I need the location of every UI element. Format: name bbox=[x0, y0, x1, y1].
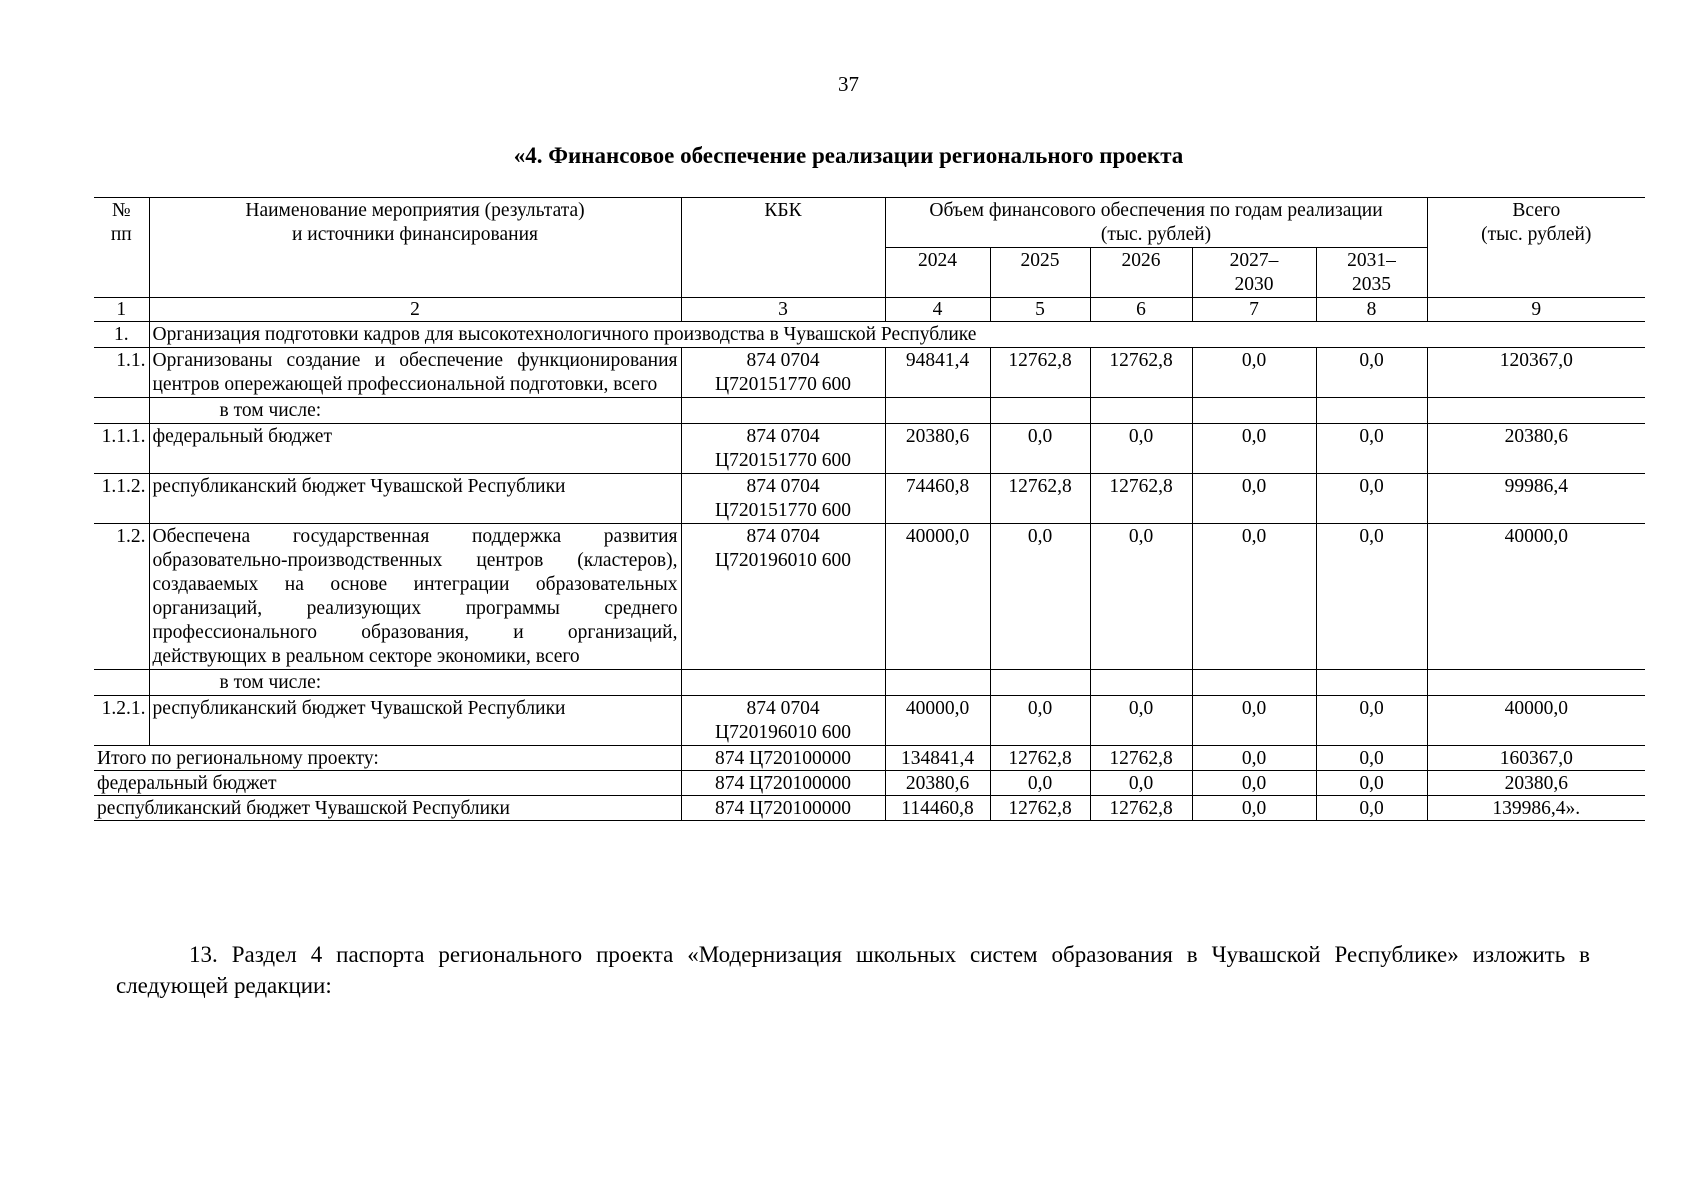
row-total: 120367,0 bbox=[1427, 348, 1645, 398]
total-value: 0,0 bbox=[990, 771, 1090, 796]
total-name: Итого по региональному проекту: bbox=[94, 746, 681, 771]
row-value: 0,0 bbox=[1192, 696, 1316, 746]
row-name: республиканский бюджет Чувашской Республики bbox=[149, 696, 681, 746]
row-value bbox=[1316, 670, 1427, 696]
row-value: 12762,8 bbox=[1090, 474, 1192, 524]
total-row bbox=[94, 771, 1645, 796]
column-number: 3 bbox=[681, 298, 885, 322]
total-value: 114460,8 bbox=[885, 796, 990, 821]
table-row bbox=[94, 474, 1645, 524]
table-row bbox=[94, 348, 1645, 398]
column-number: 8 bbox=[1316, 298, 1427, 322]
total-sum: 20380,6 bbox=[1427, 771, 1645, 796]
header-year: 2026 bbox=[1090, 248, 1192, 298]
row-kbk bbox=[681, 670, 885, 696]
total-sum: 139986,4». bbox=[1427, 796, 1645, 821]
row-value bbox=[1090, 398, 1192, 424]
row-number bbox=[94, 398, 149, 424]
column-number: 1 bbox=[94, 298, 149, 322]
row-value: 0,0 bbox=[1316, 696, 1427, 746]
total-name: федеральный бюджет bbox=[94, 771, 681, 796]
total-sum: 160367,0 bbox=[1427, 746, 1645, 771]
table-row bbox=[94, 424, 1645, 474]
row-value: 0,0 bbox=[1316, 424, 1427, 474]
row-number: 1.1.1. bbox=[94, 424, 149, 474]
row-kbk bbox=[681, 398, 885, 424]
total-name: республиканский бюджет Чувашской Республики bbox=[94, 796, 681, 821]
row-kbk: 874 0704 Ц720196010 600 bbox=[681, 524, 885, 670]
row-number: 1.1.2. bbox=[94, 474, 149, 524]
row-value bbox=[1090, 670, 1192, 696]
total-row bbox=[94, 796, 1645, 821]
row-total: 99986,4 bbox=[1427, 474, 1645, 524]
row-total bbox=[1427, 670, 1645, 696]
header-name: Наименование мероприятия (результата) и источники финансирования bbox=[149, 198, 681, 298]
row-value bbox=[1192, 670, 1316, 696]
row-value: 0,0 bbox=[1192, 424, 1316, 474]
column-number: 5 bbox=[990, 298, 1090, 322]
page-number: 37 bbox=[838, 72, 859, 96]
total-value: 12762,8 bbox=[990, 796, 1090, 821]
table-row bbox=[94, 524, 1645, 670]
table-row bbox=[94, 398, 1645, 424]
total-kbk: 874 Ц720100000 bbox=[681, 796, 885, 821]
section-title: «4. Финансовое обеспечение реализации регионального проекта bbox=[513, 143, 1184, 168]
total-value: 12762,8 bbox=[1090, 746, 1192, 771]
row-value bbox=[990, 670, 1090, 696]
total-value: 20380,6 bbox=[885, 771, 990, 796]
row-value: 0,0 bbox=[1090, 696, 1192, 746]
row-total: 40000,0 bbox=[1427, 524, 1645, 670]
row-value: 0,0 bbox=[1090, 524, 1192, 670]
column-number: 2 bbox=[149, 298, 681, 322]
total-value: 134841,4 bbox=[885, 746, 990, 771]
row-total: 20380,6 bbox=[1427, 424, 1645, 474]
header-year: 2024 bbox=[885, 248, 990, 298]
column-number: 9 bbox=[1427, 298, 1645, 322]
row-name: в том числе: bbox=[149, 398, 681, 424]
total-value: 0,0 bbox=[1316, 796, 1427, 821]
row-value: 0,0 bbox=[1316, 348, 1427, 398]
row-value bbox=[1192, 398, 1316, 424]
row-name: республиканский бюджет Чувашской Республики bbox=[149, 474, 681, 524]
row-number: 1.2.1. bbox=[94, 696, 149, 746]
column-number: 4 bbox=[885, 298, 990, 322]
header-volume: Объем финансового обеспечения по годам реализации (тыс. рублей) bbox=[885, 198, 1427, 248]
total-kbk: 874 Ц720100000 bbox=[681, 771, 885, 796]
row-number: 1.1. bbox=[94, 348, 149, 398]
row-number: 1.2. bbox=[94, 524, 149, 670]
row-value: 20380,6 bbox=[885, 424, 990, 474]
row-value: 0,0 bbox=[1192, 524, 1316, 670]
header-total: Всего (тыс. рублей) bbox=[1427, 198, 1645, 298]
column-number: 6 bbox=[1090, 298, 1192, 322]
financing-table bbox=[94, 197, 1645, 821]
row-value: 74460,8 bbox=[885, 474, 990, 524]
row-number bbox=[94, 670, 149, 696]
section-number: 1. bbox=[94, 322, 149, 348]
total-value: 0,0 bbox=[1090, 771, 1192, 796]
row-value: 0,0 bbox=[1192, 348, 1316, 398]
row-value: 12762,8 bbox=[990, 348, 1090, 398]
row-value: 0,0 bbox=[1090, 424, 1192, 474]
row-value: 0,0 bbox=[1316, 524, 1427, 670]
row-value: 94841,4 bbox=[885, 348, 990, 398]
header-num: № пп bbox=[94, 198, 149, 298]
row-value: 0,0 bbox=[990, 524, 1090, 670]
total-value: 12762,8 bbox=[990, 746, 1090, 771]
row-kbk: 874 0704 Ц720151770 600 bbox=[681, 348, 885, 398]
row-value: 40000,0 bbox=[885, 524, 990, 670]
row-value: 0,0 bbox=[990, 696, 1090, 746]
column-number: 7 bbox=[1192, 298, 1316, 322]
header-kbk: КБК bbox=[681, 198, 885, 298]
row-value: 0,0 bbox=[1316, 474, 1427, 524]
row-value: 0,0 bbox=[990, 424, 1090, 474]
total-row bbox=[94, 746, 1645, 771]
row-value: 12762,8 bbox=[1090, 348, 1192, 398]
row-value bbox=[1316, 398, 1427, 424]
row-kbk: 874 0704 Ц720151770 600 bbox=[681, 424, 885, 474]
row-value: 12762,8 bbox=[990, 474, 1090, 524]
row-value: 0,0 bbox=[1192, 474, 1316, 524]
row-total bbox=[1427, 398, 1645, 424]
header-year: 2025 bbox=[990, 248, 1090, 298]
row-kbk: 874 0704 Ц720151770 600 bbox=[681, 474, 885, 524]
row-value bbox=[885, 398, 990, 424]
row-name: Обеспечена государственная поддержка развития образовательно-производственных центров (кластеров), создаваемых на основе интеграции образовательных организаций, реализующих программы среднего профессионального образования, и организаций, действующих в реальном секторе экономики, всего bbox=[149, 524, 681, 670]
total-value: 0,0 bbox=[1316, 771, 1427, 796]
row-value bbox=[885, 670, 990, 696]
total-kbk: 874 Ц720100000 bbox=[681, 746, 885, 771]
header-year: 2027– 2030 bbox=[1192, 248, 1316, 298]
row-value: 40000,0 bbox=[885, 696, 990, 746]
table-row bbox=[94, 696, 1645, 746]
section-name: Организация подготовки кадров для высокотехнологичного производства в Чувашской Республике bbox=[149, 322, 1645, 348]
row-name: федеральный бюджет bbox=[149, 424, 681, 474]
total-value: 0,0 bbox=[1192, 796, 1316, 821]
total-value: 0,0 bbox=[1192, 746, 1316, 771]
total-value: 0,0 bbox=[1192, 771, 1316, 796]
total-value: 0,0 bbox=[1316, 746, 1427, 771]
row-value bbox=[990, 398, 1090, 424]
row-name: Организованы создание и обеспечение функционирования центров опережающей профессиональной подготовки, всего bbox=[149, 348, 681, 398]
row-total: 40000,0 bbox=[1427, 696, 1645, 746]
table-row bbox=[94, 670, 1645, 696]
amendment-paragraph: 13. Раздел 4 паспорта регионального проекта «Модернизация школьных систем образования в Чувашской Республике» изложить в следующей редакции: bbox=[116, 942, 1590, 998]
row-name: в том числе: bbox=[149, 670, 681, 696]
header-year: 2031– 2035 bbox=[1316, 248, 1427, 298]
row-kbk: 874 0704 Ц720196010 600 bbox=[681, 696, 885, 746]
total-value: 12762,8 bbox=[1090, 796, 1192, 821]
